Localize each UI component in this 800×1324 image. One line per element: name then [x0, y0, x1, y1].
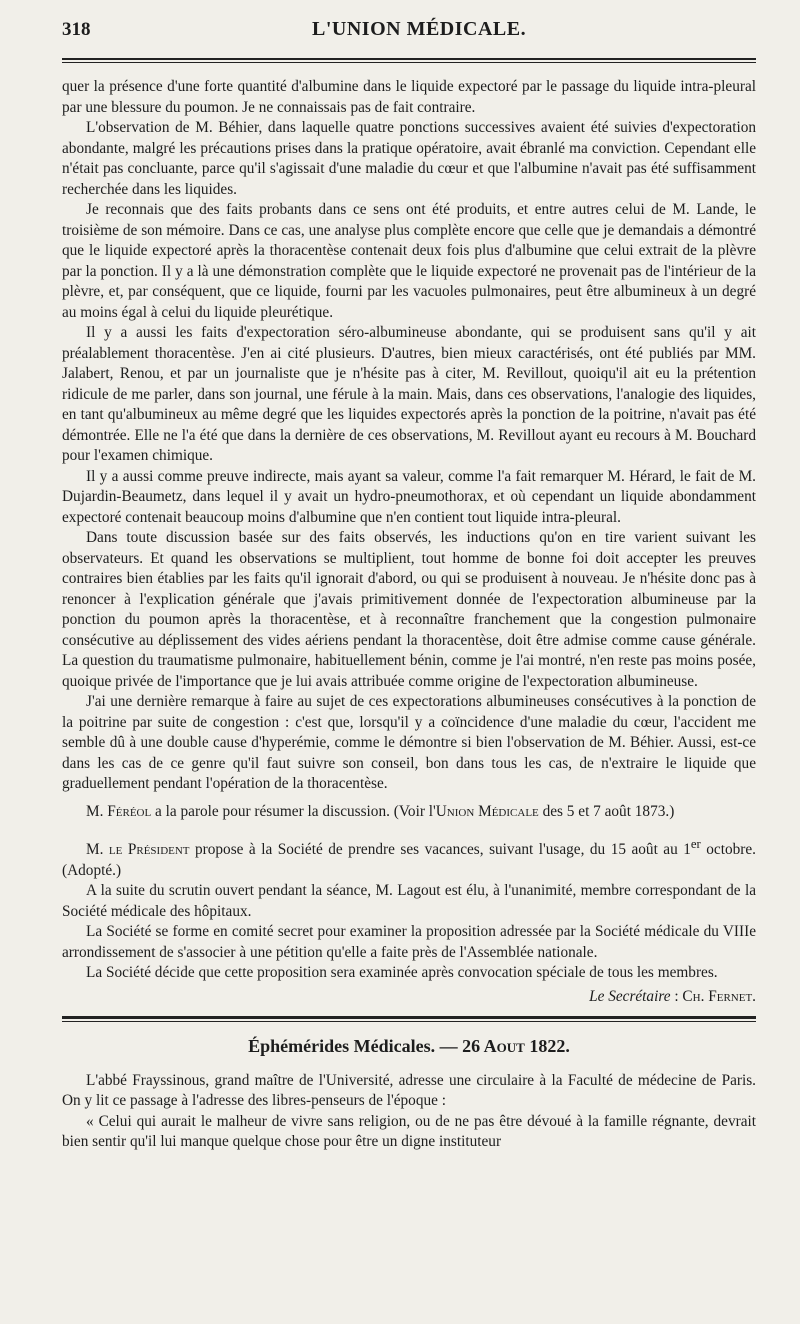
speaker-name: M. le Président [86, 841, 190, 859]
article-body [62, 77, 756, 984]
journal-name: Union Médicale [435, 802, 539, 820]
paragraph: Dans toute discussion basée sur des faits observés, les inductions qu'on en tire varient suivant les observateurs. Et quand les observations se multiplient, tout homme de bonne foi doit accepter les preuves contraires bien établies par les faits qu'il ignorait d'abord, ou qui se produisent à nouveau. Je n'hésite donc pas à renoncer à l'explication générale que j'avais primitivement donnée de l'expectoration albumineuse par la ponction du poumon après la thoracentèse, et à reconnaître franchement que la congestion pulmonaire consécutive au déplissement des vides aériens pendant la thoracentèse, doit être admise comme cause générale. La question du traumatisme pulmonaire, habituellement bénin, comme je l'ai montré, n'en reste pas moins posée, quoique privée de l'importance que je lui avais attribuée comme origine de l'expectoration albumineuse. [62, 529, 756, 690]
signature-role: Le Secrétaire [589, 987, 671, 1005]
paragraph: « Celui qui aurait le malheur de vivre sans religion, ou de ne pas être dévoué à la famille régnante, devrait bien sentir qu'il lui manque quelque chose pour être un digne instituteur [62, 1112, 756, 1151]
president-paragraph: M. le Président propose à la Société de prendre ses vacances, suivant l'usage, du 15 août au 1er octobre. (Adopté.) [62, 837, 756, 879]
paragraph: Je reconnais que des faits probants dans ce sens ont été produits, et entre autres celui de M. Lande, le troisième de son mémoire. Dans ce cas, une analyse plus complète encore que celle que je demandais a démontré que le liquide expectoré après la thoracentèse contenait deux fois plus d'albumine que celui extrait de la plèvre par la ponction. Il y a là une démonstration complète que le liquide expectoré ne provenait pas de l'intérieur de la plèvre, et, par conséquent, que ce liquide, fourni par les vacuoles pulmonaires, peut être albumineux à un degré au moins égal à celui du liquide pleurétique. [62, 201, 756, 321]
signature: Le Secrétaire : Ch. Fernet. [589, 987, 756, 1005]
page-header [62, 18, 756, 48]
signature-name: Ch. Fernet. [682, 987, 756, 1005]
section-rule [62, 1016, 756, 1022]
running-head: L'UNION MÉDICALE. [312, 18, 527, 40]
header-rule [62, 58, 756, 63]
speaker-name: M. Féréol [86, 802, 152, 820]
fereol-paragraph: M. Féréol a la parole pour résumer la discussion. (Voir l'Union Médicale des 5 et 7 août 1873.) [86, 802, 675, 820]
paragraph: La Société se forme en comité secret pour examiner la proposition adressée par la Société médicale du VIIIe arrondissement de s'associer à une pétition qu'elle a faite près de l'Assemblée nationale. [62, 923, 756, 961]
paragraph: J'ai une dernière remarque à faire au sujet de ces expectorations albumineuses consécutives à la ponction de la poitrine par suite de congestion : c'est que, lorsqu'il y a coïncidence d'une maladie du cœur, l'accident me semble dû à une double cause d'hyperémie, comme le démontre si bien l'observation de M. Béhier. Aussi, est-ce dans les cas de ce genre qu'il faut suivre son conseil, bon dans tous les cas, de n'extraire le liquide que graduellement pendant l'opération de la thoracentèse. [62, 693, 756, 792]
paragraph: A la suite du scrutin ouvert pendant la séance, M. Lagout est élu, à l'unanimité, membre correspondant de la Société médicale des hôpitaux. [62, 882, 756, 920]
paragraph: L'observation de M. Béhier, dans laquelle quatre ponctions successives avaient été suivies d'expectoration abondante, malgré les précautions prises dans la pratique opératoire, avait ébranlé ma conviction. Cependant elle n'était pas concluante, parce qu'il s'agissait d'une maladie du cœur et que l'albumine n'avait pas été suffisamment recherchée dans les liquides. [62, 119, 756, 198]
paragraph: La Société décide que cette proposition sera examinée après convocation spéciale de tous les membres. [86, 964, 718, 982]
paragraph: Il y a aussi comme preuve indirecte, mais ayant sa valeur, comme l'a fait remarquer M. Hérard, le fait de M. Dujardin-Beaumetz, dans lequel il y avait un hydro-pneumothorax, et où cependant un liquide abondamment expectoré contenait beaucoup moins d'albumine que n'en contient tout liquide intra-pleural. [62, 467, 756, 526]
ephemerides-date: — 26 Aout 1822. [435, 1035, 570, 1056]
page-number: 318 [62, 19, 91, 40]
paragraph: Il y a aussi les faits d'expectoration séro-albumineuse abondante, qui se produisent sans qu'il y ait préalablement thoracentèse. J'en ai cité plusieurs. D'autres, bien mieux caractérisés, ont été publiés par MM. Jalabert, Renou, et par un journaliste que je n'hésite pas à citer, M. Revillout, quoiqu'il ait eu la prétention ridicule de me parler, dans son journal, une férule à la main. Mais, dans ces observations, l'analogie des liquides, en tant qu'albumineux au même degré que les liquides expectorés après la ponction de la poitrine, n'avait pas été démontrée. Elle ne l'a été que dans la dernière de ces observations, M. Revillout ayant eu recours à M. Bouchard pour l'examen chimique. [62, 324, 756, 464]
ephemerides-body [62, 1071, 756, 1153]
paragraph: L'abbé Frayssinous, grand maître de l'Université, adresse une circulaire à la Faculté de médecine de Paris. On y lit ce passage à l'adresse des libres-penseurs de l'époque : [62, 1071, 756, 1110]
ephemerides-title: Éphémérides Médicales. — 26 Aout 1822. [248, 1035, 570, 1056]
paragraph: quer la présence d'une forte quantité d'albumine dans le liquide expectoré par le passage du liquide intra-pleural par une blessure du poumon. Je ne connaissais pas de fait contraire. [62, 78, 756, 116]
